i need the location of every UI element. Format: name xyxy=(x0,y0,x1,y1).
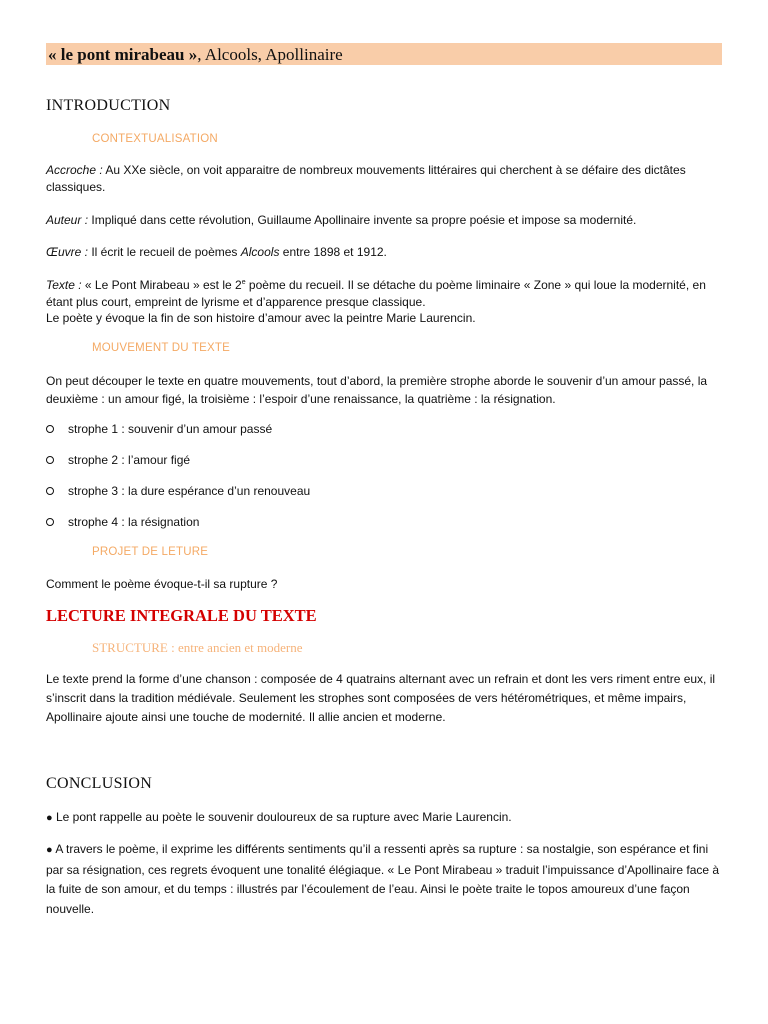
oeuvre-text-1: Il écrit le recueil de poèmes xyxy=(88,245,241,259)
oeuvre-label: Œuvre : xyxy=(46,245,89,259)
introduction-heading: INTRODUCTION xyxy=(46,97,171,114)
conclusion-heading: CONCLUSION xyxy=(46,775,153,792)
texte-text-3: Le poète y évoque la fin de son histoire d’amour avec la peintre Marie Laurencin. xyxy=(46,311,476,325)
accroche-label: Accroche : xyxy=(46,163,103,177)
texte-text-2: poème du recueil. Il se détache du poème liminaire « Zone » qui loue la modernité, en étant plus court, empreint de lyrisme et d’apparence presque classique. xyxy=(46,278,706,309)
list-item-text: strophe 2 : l’amour figé xyxy=(68,453,191,467)
oeuvre-title: Alcools xyxy=(240,245,280,259)
contextualisation-subheading: CONTEXTUALISATION xyxy=(92,133,218,145)
texte-label: Texte : xyxy=(46,278,82,292)
texte-superscript: e xyxy=(241,279,246,286)
auteur-paragraph xyxy=(46,212,724,229)
projet-subheading: PROJET DE LETURE xyxy=(92,546,209,558)
circle-bullet-icon xyxy=(46,456,54,464)
mouvement-subheading: MOUVEMENT DU TEXTE xyxy=(92,342,230,354)
lecture-heading: LECTURE INTEGRALE DU TEXTE xyxy=(46,606,317,625)
title-bold: « le pont mirabeau » xyxy=(48,45,198,64)
lecture-paragraph: Le texte prend la forme d’une chanson : composée de 4 quatrains alternant avec un refrain et dont les vers riment entre eux, il s’inscrit dans la tradition médiévale. Seulement les strophes sont composées de vers hétérométriques, et même impairs, Apollinaire ajoute ainsi une touche de modernité. Il allie ancien et moderne. xyxy=(46,672,716,724)
title-rest: , Alcools, Apollinaire xyxy=(197,45,343,64)
oeuvre-text-2: entre 1898 et 1912. xyxy=(279,245,387,259)
accroche-text: Au XXe siècle, on voit apparaitre de nombreux mouvements littéraires qui cherchent à se défaire des dictâtes classiques. xyxy=(46,163,686,194)
projet-question: Comment le poème évoque-t-il sa rupture ? xyxy=(46,577,278,591)
conclusion-point-1-text: Le pont rappelle au poète le souvenir douloureux de sa rupture avec Marie Laurencin. xyxy=(52,810,512,824)
list-item-text: strophe 4 : la résignation xyxy=(68,515,200,529)
texte-paragraph xyxy=(46,277,724,327)
auteur-label: Auteur : xyxy=(46,213,89,227)
list-item-text: strophe 1 : souvenir d’un amour passé xyxy=(68,422,273,436)
texte-text-1: « Le Pont Mirabeau » est le 2 xyxy=(81,278,242,292)
mouvement-paragraph: On peut découper le texte en quatre mouvements, tout d’abord, la première strophe aborde le souvenir d’un amour passé, la deuxième : un amour figé, la troisième : l’espoir d’une renaissance, la quatrième : la résignation. xyxy=(46,374,708,406)
conclusion-point-2 xyxy=(46,840,724,919)
bullet-dot-icon: ● xyxy=(46,844,53,856)
circle-bullet-icon xyxy=(46,518,54,526)
circle-bullet-icon xyxy=(46,487,54,495)
conclusion-point-1 xyxy=(46,809,724,827)
conclusion-point-2-text: A travers le poème, il exprime les différents sentiments qu’il a ressenti après sa rupture : sa nostalgie, son espérance et fini par sa résignation, ces regrets évoquent une tonalité élégiaque. « Le Pont Mirabeau » traduit l’impuissance d’Apollinaire face à la fuite de son amour, et du temps : illustrés par l’écoulement de l’eau. Ainsi le poète traite le topos amoureux d’une façon nouvelle. xyxy=(46,842,720,916)
document-title xyxy=(48,44,343,66)
bullet-dot-icon: ● xyxy=(46,812,53,824)
structure-subheading: STRUCTURE : entre ancien et moderne xyxy=(92,640,303,655)
oeuvre-paragraph xyxy=(46,244,724,261)
accroche-paragraph xyxy=(46,162,724,195)
circle-bullet-icon xyxy=(46,425,54,433)
auteur-text: Impliqué dans cette révolution, Guillaume Apollinaire invente sa propre poésie et impose sa modernité. xyxy=(88,213,637,227)
list-item-text: strophe 3 : la dure espérance d’un renouveau xyxy=(68,484,311,498)
